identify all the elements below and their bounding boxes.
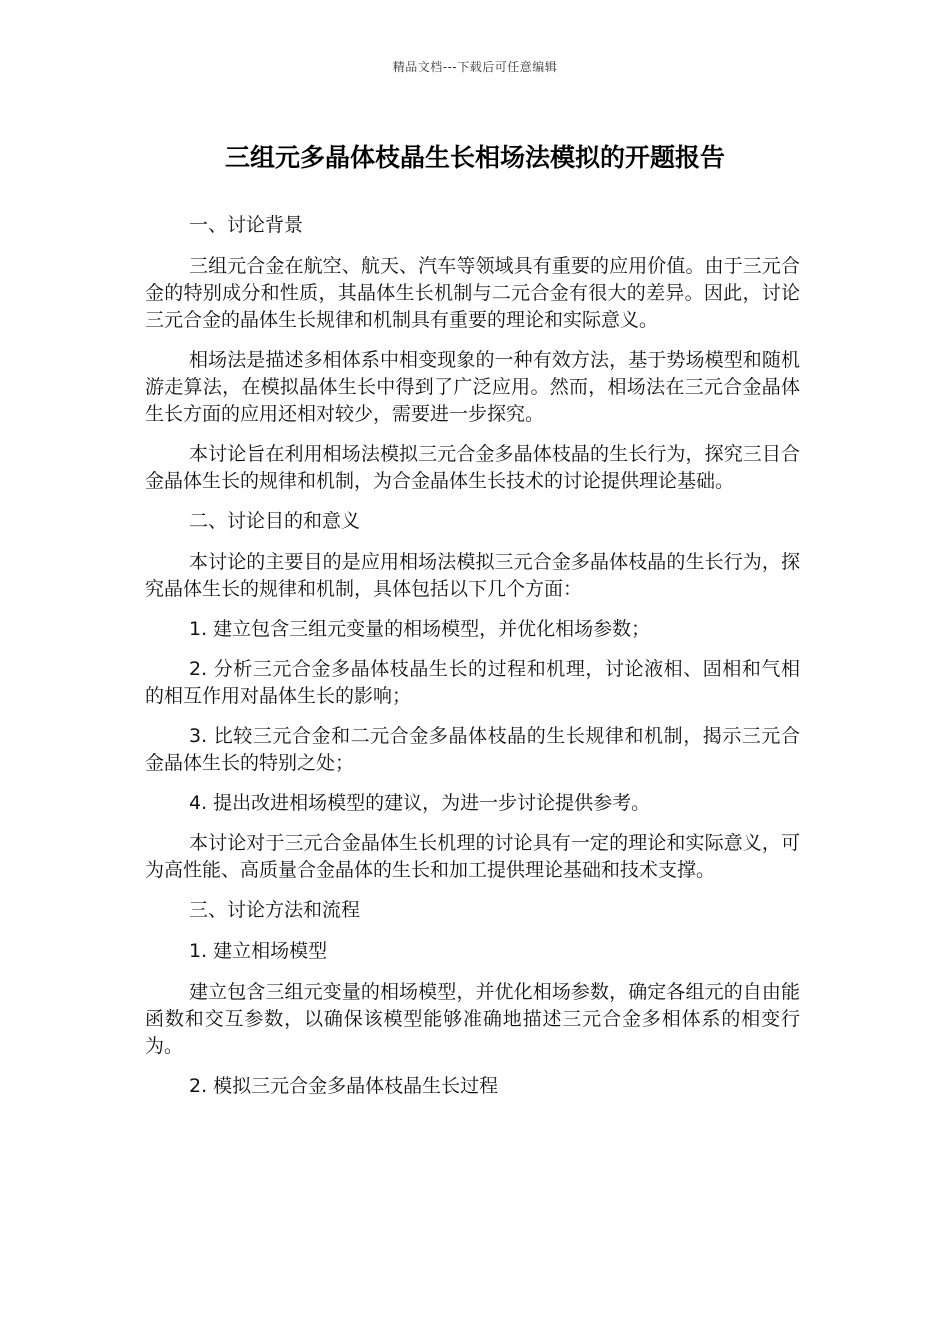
paragraph: 本讨论对于三元合金晶体生长机理的讨论具有一定的理论和实际意义，可为高性能、高质量合金晶体的生长和加工提供理论基础和技术支撑。: [145, 832, 800, 881]
subsection-heading: 1. 建立相场模型: [189, 940, 328, 962]
paragraph: 本讨论旨在利用相场法模拟三元合金多晶体枝晶的生长行为，探究三目合金晶体生长的规律和机制，为合金晶体生长技术的讨论提供理论基础。: [145, 443, 800, 492]
section-heading-methods: 三、讨论方法和流程: [189, 899, 361, 921]
section-heading-background: 一、讨论背景: [189, 214, 304, 236]
page-header-note: 精品文档---下载后可任意编辑: [392, 60, 558, 74]
document-title: 三组元多晶体枝晶生长相场法模拟的开题报告: [224, 143, 725, 172]
paragraph: 三组元合金在航空、航天、汽车等领域具有重要的应用价值。由于三元合金的特别成分和性质，其晶体生长机制与二元合金有很大的差异。因此，讨论三元合金的晶体生长规律和机制具有重要的理论和实际意义。: [145, 255, 800, 331]
subsection-heading: 2. 模拟三元合金多晶体枝晶生长过程: [189, 1075, 499, 1097]
paragraph: 本讨论的主要目的是应用相场法模拟三元合金多晶体枝晶的生长行为，探究晶体生长的规律和机制，具体包括以下几个方面：: [145, 551, 800, 600]
document-body: [145, 212, 800, 1114]
list-item: 3. 比较三元合金和二元合金多晶体枝晶的生长规律和机制，揭示三元合金晶体生长的特别之处；: [145, 725, 800, 774]
paragraph: 建立包含三组元变量的相场模型，并优化相场参数，确定各组元的自由能函数和交互参数，以确保该模型能够准确地描述三元合金多相体系的相变行为。: [145, 981, 800, 1057]
paragraph: 相场法是描述多相体系中相变现象的一种有效方法，基于势场模型和随机游走算法，在模拟晶体生长中得到了广泛应用。然而，相场法在三元合金晶体生长方面的应用还相对较少，需要进一步探究。: [145, 349, 800, 425]
list-item: 2. 分析三元合金多晶体枝晶生长的过程和机理，讨论液相、固相和气相的相互作用对晶体生长的影响；: [145, 658, 800, 707]
list-item: 1. 建立包含三组元变量的相场模型，并优化相场参数；: [189, 618, 651, 640]
section-heading-purpose: 二、讨论目的和意义: [189, 510, 361, 532]
list-item: 4. 提出改进相场模型的建议，为进一步讨论提供参考。: [189, 792, 651, 814]
